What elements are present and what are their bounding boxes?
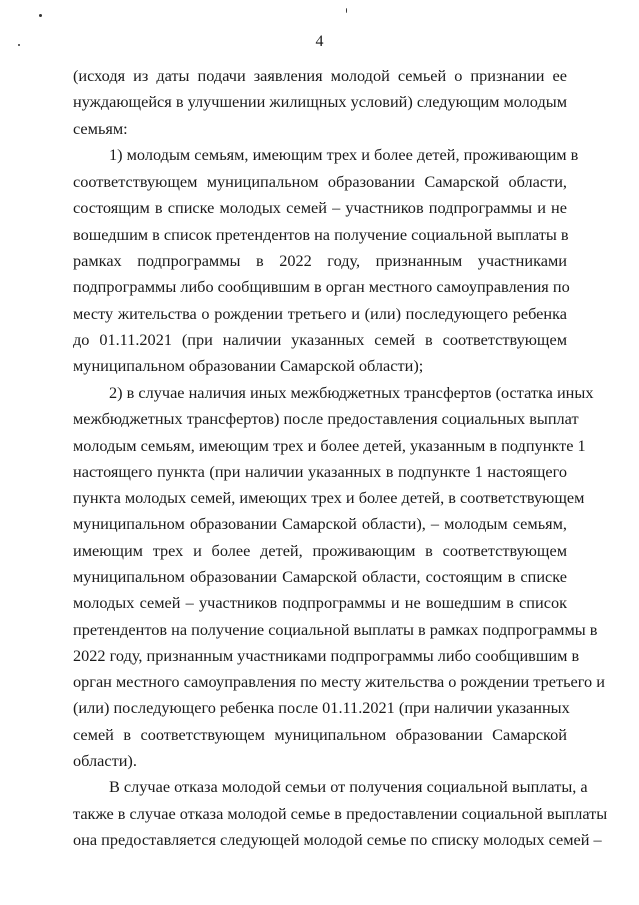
scan-speck [39, 14, 42, 17]
text-line: она предоставляется следующей молодой семье по списку молодых семей – [73, 830, 602, 849]
text-line: соответствующем муниципальном образовании Самарской области, [73, 172, 567, 191]
text-line: претендентов на получение социальной выплаты в рамках подпрограммы в [73, 620, 598, 639]
text-line: семей в соответствующем муниципальном образовании Самарской [73, 725, 567, 744]
text-line: состоящим в списке молодых семей – участников подпрограммы и не [73, 198, 567, 217]
page-number: 4 [315, 33, 324, 50]
text-line: пункта молодых семей, имеющих трех и более детей, в соответствующем [73, 488, 585, 507]
text-line: (исходя из даты подачи заявления молодой семьей о признании ее [73, 66, 567, 85]
text-line: вошедшим в список претендентов на получение социальной выплаты в [73, 225, 569, 244]
text-line: муниципальном образовании Самарской области); [73, 356, 424, 375]
text-line: до 01.11.2021 (при наличии указанных семей в соответствующем [73, 330, 567, 349]
text-line: месту жительства о рождении третьего и (или) последующего ребенка [73, 304, 567, 323]
text-line: 1) молодым семьям, имеющим трех и более детей, проживающим в [109, 145, 579, 164]
text-line: 2022 году, признанным участниками подпрограммы либо сообщившим в [73, 646, 580, 665]
text-line: рамках подпрограммы в 2022 году, признанным участниками [73, 251, 567, 270]
scan-speck [346, 8, 347, 13]
text-line: также в случае отказа молодой семье в предоставлении социальной выплаты [73, 804, 608, 823]
text-line: В случае отказа молодой семьи от получения социальной выплаты, а [109, 777, 588, 796]
text-line: муниципальном образовании Самарской области, состоящим в списке [73, 567, 567, 586]
text-line: области). [73, 751, 137, 770]
text-line: молодых семей – участников подпрограммы и не вошедшим в список [73, 593, 567, 612]
text-line: подпрограммы либо сообщившим в орган местного самоуправления по [73, 277, 570, 296]
text-line: орган местного самоуправления по месту жительства о рождении третьего и [73, 672, 605, 691]
text-line: семьям: [73, 119, 128, 138]
text-line: нуждающейся в улучшении жилищных условий) следующим молодым [73, 92, 567, 111]
text-line: (или) последующего ребенка после 01.11.2021 (при наличии указанных [73, 698, 570, 717]
text-line: 2) в случае наличия иных межбюджетных трансфертов (остатка иных [109, 383, 594, 402]
text-line: настоящего пункта (при наличии указанных в подпункте 1 настоящего [73, 462, 567, 481]
text-line: молодым семьям, имеющим трех и более детей, указанным в подпункте 1 [73, 436, 586, 455]
text-line: имеющим трех и более детей, проживающим в соответствующем [73, 541, 567, 560]
text-line: муниципальном образовании Самарской области), – молодым семьям, [73, 514, 567, 533]
text-line: межбюджетных трансфертов) после предоставления социальных выплат [73, 409, 579, 428]
